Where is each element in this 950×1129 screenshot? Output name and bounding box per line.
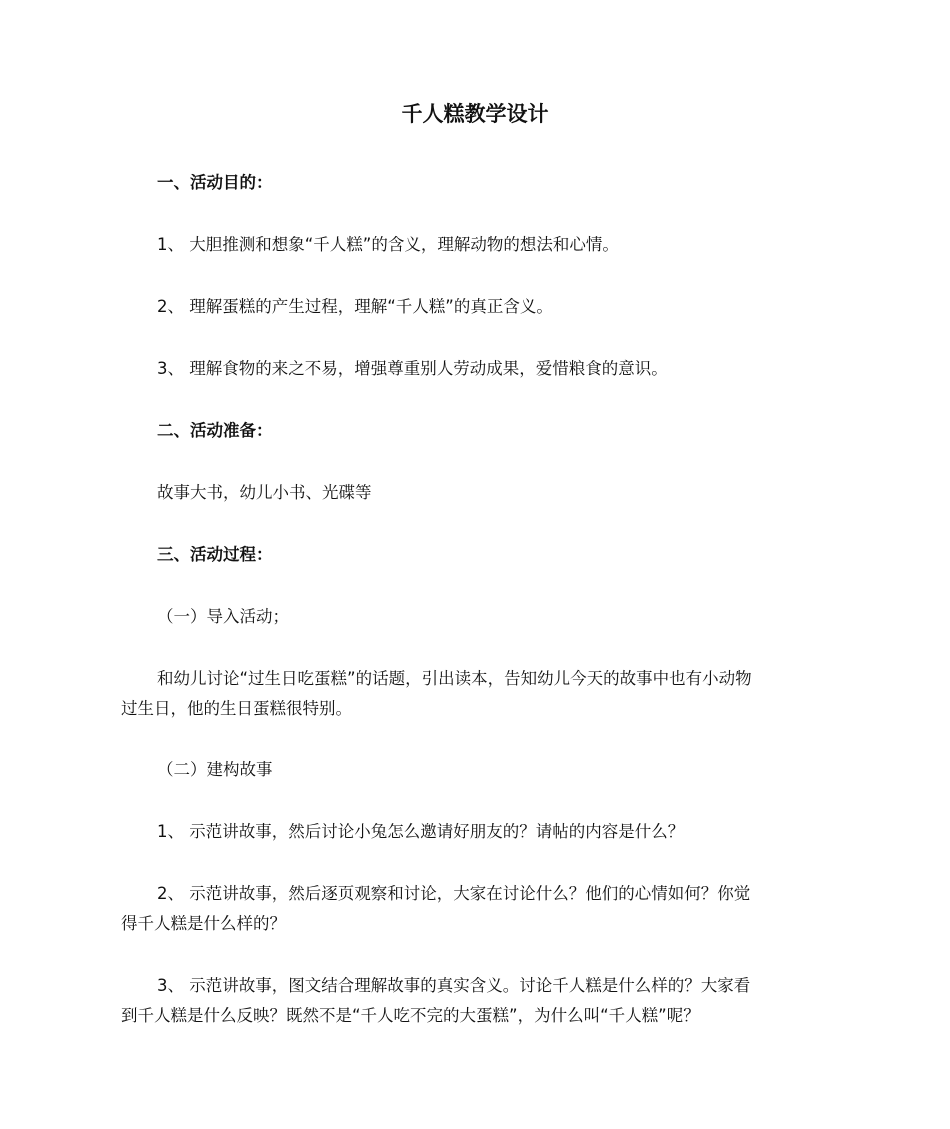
intro-paragraph-line-2: 过生日，他的生日蛋糕很特别。	[121, 699, 352, 718]
story-step-3-line-2: 到千人糕是什么反映？既然不是“千人吃不完的大蛋糕”，为什么叫“千人糕”呢？	[121, 1006, 700, 1025]
goal-item-2: 2、 理解蛋糕的产生过程，理解“千人糕”的真正含义。	[157, 297, 553, 316]
section-heading-goals: 一、活动目的：	[157, 173, 273, 192]
goal-item-1: 1、 大胆推测和想象“千人糕”的含义，理解动物的想法和心情。	[157, 235, 619, 254]
story-step-2-line-1: 2、 示范讲故事，然后逐页观察和讨论，大家在讨论什么？他们的心情如何？你觉	[157, 884, 751, 903]
section-heading-preparation: 二、活动准备：	[157, 421, 273, 440]
goal-item-3: 3、 理解食物的来之不易，增强尊重别人劳动成果，爱惜粮食的意识。	[157, 359, 668, 378]
subsection-heading-story: （二）建构故事	[157, 760, 273, 779]
story-step-3-line-1: 3、 示范讲故事，图文结合理解故事的真实含义。讨论千人糕是什么样的？大家看	[157, 976, 751, 995]
story-step-2-line-2: 得千人糕是什么样的？	[121, 914, 286, 933]
section-heading-process: 三、活动过程：	[157, 545, 273, 564]
document-title: 千人糕教学设计	[401, 102, 549, 126]
subsection-heading-intro: （一）导入活动；	[157, 607, 289, 626]
materials-text: 故事大书，幼儿小书、光碟等	[157, 483, 372, 502]
story-step-1: 1、 示范讲故事，然后讨论小兔怎么邀请好朋友的？请帖的内容是什么？	[157, 822, 685, 841]
intro-paragraph-line-1: 和幼儿讨论“过生日吃蛋糕”的话题，引出读本，告知幼儿今天的故事中也有小动物	[157, 669, 752, 688]
